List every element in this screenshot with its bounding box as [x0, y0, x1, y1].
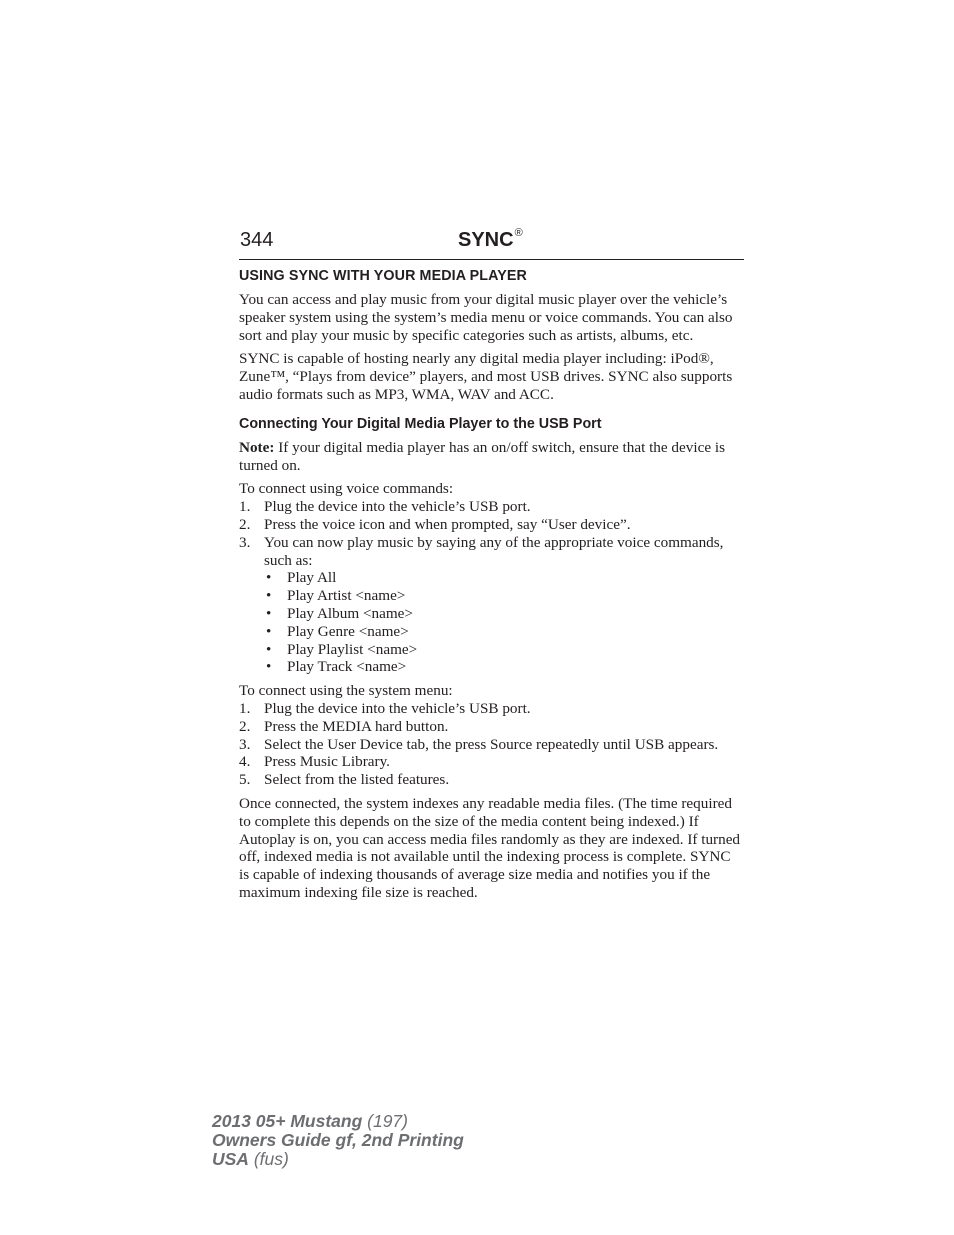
step-number: 1. [239, 699, 251, 717]
bullet-icon: • [266, 640, 272, 658]
bullet-icon: • [266, 569, 272, 587]
list-item [239, 516, 744, 534]
step-text: Plug the device into the vehicle’s USB port. [264, 498, 531, 516]
list-item [239, 534, 744, 676]
voice-commands-list [264, 569, 744, 676]
bullet-icon: • [266, 658, 272, 676]
command-text: Play Artist <name> [287, 587, 406, 605]
step-text: Select the User Device tab, the press Source repeatedly until USB appears. [264, 735, 719, 753]
step-text: Select from the listed features. [264, 771, 450, 789]
step-text: Plug the device into the vehicle’s USB port. [264, 699, 531, 717]
footer-guide: Owners Guide gf, 2nd Printing [212, 1130, 464, 1150]
command-text: Play Genre <name> [287, 622, 409, 640]
footer-market-code: (fus) [248, 1149, 289, 1169]
menu-steps-list [239, 700, 744, 789]
closing-paragraph: Once connected, the system indexes any readable media files. (The time required to complete this depends on the size of the media content being indexed.) If Autoplay is on, you can access media files randomly as they are indexed. If turned off, indexed media is not available until the indexing process is complete. SYNC is capable of indexing thousands of average size media and notifies you if the maximum indexing file size is reached. [239, 794, 741, 901]
bullet-icon: • [266, 604, 272, 622]
step-text: You can now play music by saying any of the appropriate voice commands, such as: [264, 533, 724, 569]
page-footer [212, 1112, 464, 1169]
step-text: Press the voice icon and when prompted, say “User device”. [264, 515, 631, 533]
step-text: Press the MEDIA hard button. [264, 717, 449, 735]
chapter-title [458, 229, 523, 252]
list-item [239, 753, 744, 771]
menu-intro: To connect using the system menu: [239, 682, 453, 700]
voice-intro: To connect using voice commands: [239, 480, 454, 498]
list-item [264, 623, 744, 641]
footer-line-1 [212, 1112, 464, 1131]
voice-steps-list [239, 498, 744, 676]
footer-model-code: (197) [362, 1111, 408, 1131]
list-item [239, 771, 744, 789]
list-item [239, 718, 744, 736]
subsection-title: Connecting Your Digital Media Player to the USB Port [239, 415, 602, 432]
step-number: 3. [239, 735, 251, 753]
list-item [239, 498, 744, 516]
list-item [264, 641, 744, 659]
bullet-icon: • [266, 587, 272, 605]
step-number: 2. [239, 515, 251, 533]
list-item [264, 658, 744, 676]
step-number: 1. [239, 498, 251, 516]
section-title: USING SYNC WITH YOUR MEDIA PLAYER [239, 268, 527, 284]
section-paragraph-1: You can access and play music from your digital music player over the vehicle’s speaker system using the system’s media menu or voice commands. You can also sort and play your music by specific categories such as artists, albums, etc. [239, 291, 733, 344]
list-item [264, 569, 744, 587]
step-text: Press Music Library. [264, 753, 390, 771]
section-paragraph-2: SYNC is capable of hosting nearly any digital media player including: iPod®, Zune™, “Plays from device” players, and most USB drives. SYNC also supports audio formats such as MP3, WMA, WAV and ACC. [239, 350, 733, 403]
page-number: 344 [240, 229, 274, 251]
page-content [239, 266, 744, 908]
list-item [239, 736, 744, 754]
footer-line-2 [212, 1131, 464, 1150]
footer-line-3 [212, 1150, 464, 1169]
list-item [264, 605, 744, 623]
page-header [239, 229, 744, 260]
list-item [264, 587, 744, 605]
command-text: Play All [287, 569, 337, 587]
list-item [239, 700, 744, 718]
footer-model: 2013 05+ Mustang [212, 1111, 363, 1131]
bullet-icon: • [266, 622, 272, 640]
step-number: 5. [239, 771, 251, 789]
step-number: 4. [239, 753, 251, 771]
step-number: 3. [239, 533, 251, 551]
command-text: Play Album <name> [287, 604, 413, 622]
step-number: 2. [239, 717, 251, 735]
registered-mark: ® [514, 227, 523, 240]
note-paragraph [239, 439, 744, 475]
command-text: Play Track <name> [287, 658, 407, 676]
command-text: Play Playlist <name> [287, 640, 418, 658]
chapter-name: SYNC [458, 229, 514, 251]
note-text: If your digital media player has an on/off switch, ensure that the device is turned on. [239, 438, 725, 474]
note-label: Note: [239, 438, 275, 456]
footer-market: USA [212, 1149, 249, 1169]
